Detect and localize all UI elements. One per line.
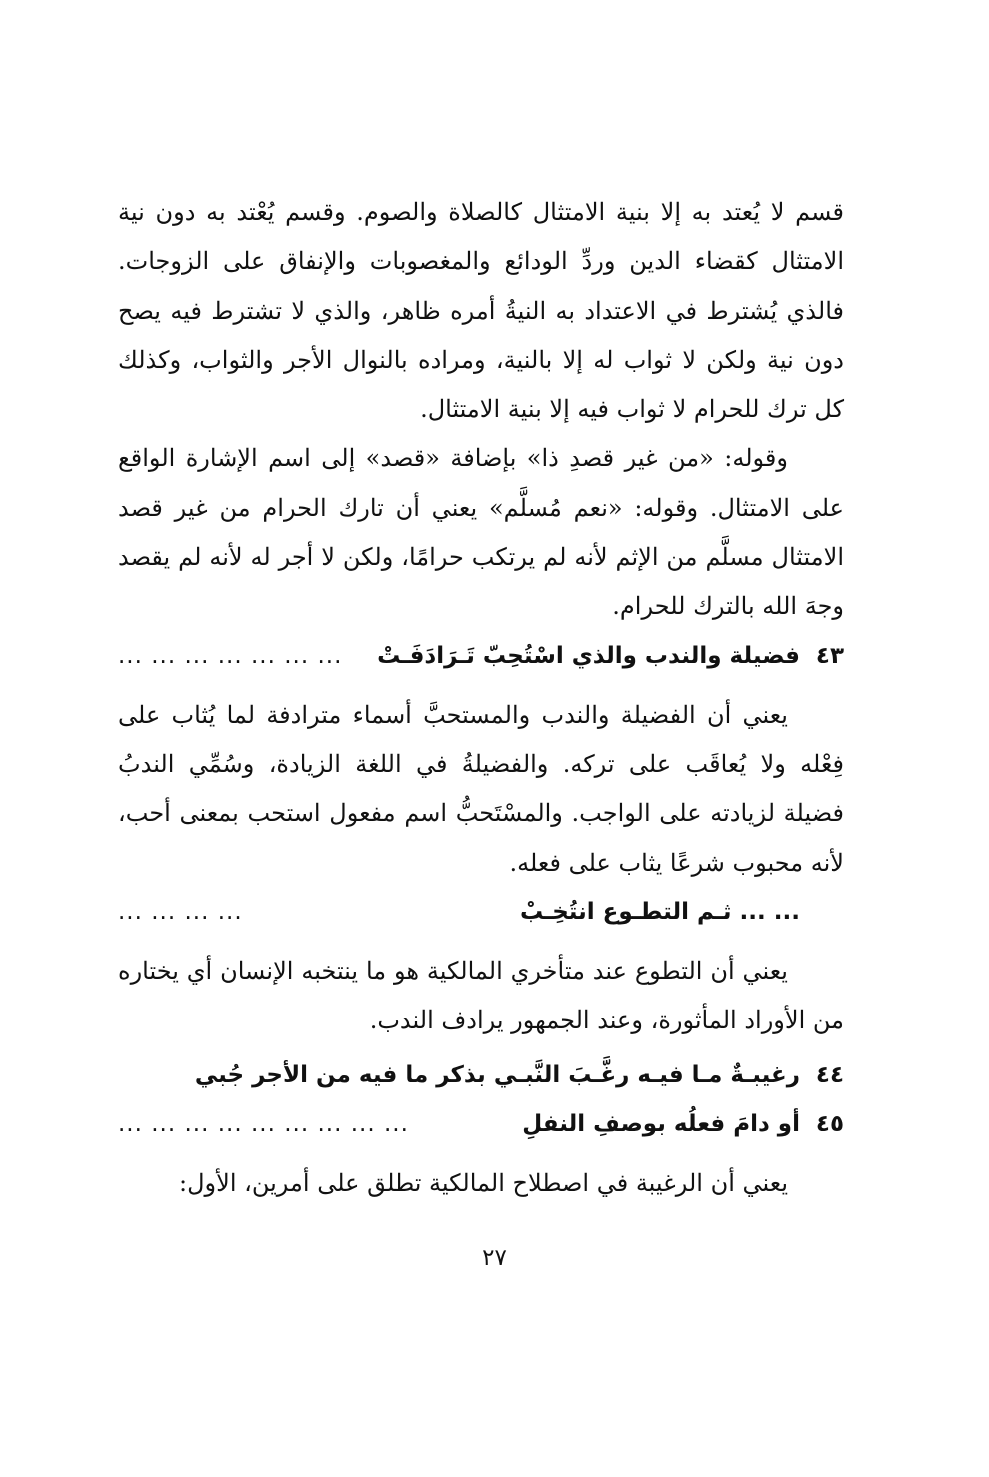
- verse-continuation: [118, 888, 844, 937]
- paragraph-3: يعني أن الفضيلة والندب والمستحبَّ أسماء مترادفة لما يُثاب على فِعْله ولا يُعاقَب على تركه. والفضيلةُ في اللغة الزيادة، وسُمِّي الندبُ فضيلة لزيادته على الواجب. والمسْتَحبُّ اسم مفعول استحب بمعنى أحب، لأنه محبوب شرعًا يثاب على فعله.: [118, 700, 844, 877]
- verse-number: ٤٤: [815, 1062, 844, 1089]
- verse-text: ... ... ثـم التطـوع انتُخِـبْ: [519, 898, 800, 925]
- verse-text: رغيبـةٌ مـا فيـه رغَّـبَ النَّبـي بذكر ما فيه من الأجر جُبي: [194, 1062, 800, 1089]
- verse-45: [118, 1100, 844, 1149]
- verse-dots: ... ... ... ...: [118, 898, 243, 925]
- verse-43: [118, 632, 844, 681]
- verse-number: ٤٥: [815, 1111, 844, 1138]
- page-number: ٢٧: [482, 1245, 507, 1271]
- verse-44: [118, 1051, 844, 1100]
- verse-dots: ... ... ... ... ... ... ... ... ...: [118, 1111, 409, 1138]
- verse-text: أو دامَ فعلُه بوصفِ النفلِ: [522, 1111, 800, 1138]
- paragraph-4: يعني أن التطوع عند متأخري المالكية هو ما ينتخبه الإنسان أي يختاره من الأوراد المأثورة، وعند الجمهور يرادف الندب.: [118, 956, 844, 1035]
- page-body: [118, 188, 844, 1209]
- verse-dots: ... ... ... ... ... ... ...: [118, 642, 343, 669]
- paragraph-5: يعني أن الرغيبة في اصطلاح المالكية تطلق على أمرين، الأول:: [179, 1169, 788, 1198]
- verse-text: فضيلة والندب والذي اسْتُحِبّ تَـرَادَفَـتْ: [377, 642, 800, 669]
- paragraph-2: وقوله: «من غير قصدِ ذا» بإضافة «قصد» إلى اسم الإشارة الواقع على الامتثال. وقوله: «نعم مُسلَّم» يعني أن تارك الحرام من غير قصد الامتثال مسلَّم من الإثم لأنه لم يرتكب حرامًا، ولكن لا أجر له لأنه لم يقصد وجهَ الله بالترك للحرام.: [118, 444, 844, 621]
- paragraph-1: قسم لا يُعتد به إلا بنية الامتثال كالصلاة والصوم. وقسم يُعْتد به دون نية الامتثال كقضاء الدين وردِّ الودائع والمغصوبات والإنفاق على الزوجات. فالذي يُشترط في الاعتداد به النيةُ أمره ظاهر، والذي لا تشترط فيه يصح دون نية ولكن لا ثواب له إلا بالنية، ومراده بالنوال الأجر والثواب، وكذلك كل ترك للحرام لا ثواب فيه إلا بنية الامتثال.: [118, 198, 844, 424]
- verse-number: ٤٣: [815, 642, 844, 669]
